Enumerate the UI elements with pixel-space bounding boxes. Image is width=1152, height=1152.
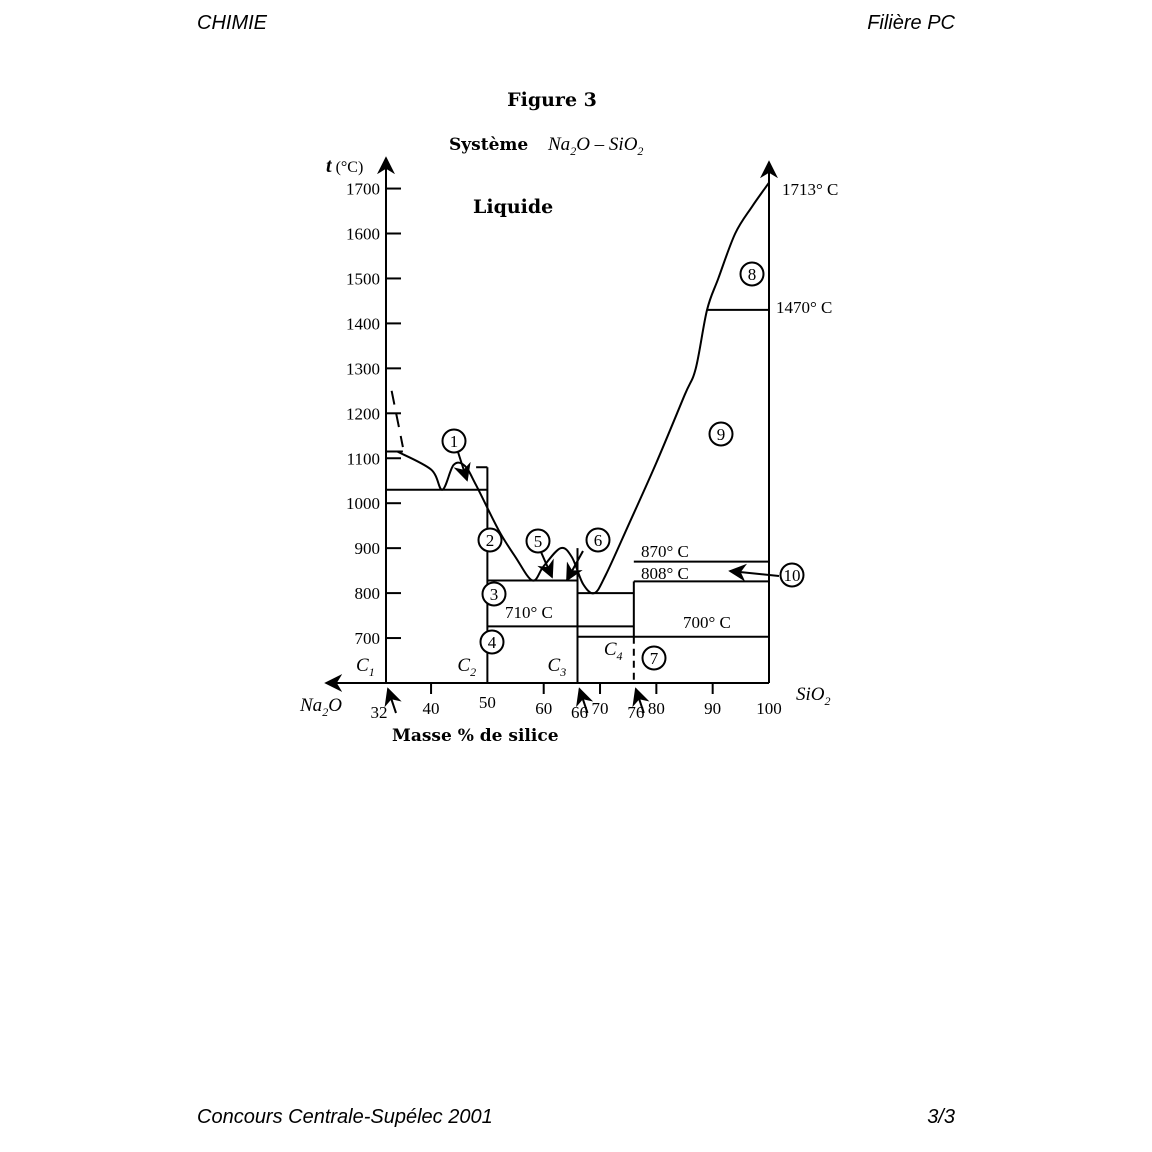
na2o-label: $Na_2O$ (300, 695, 342, 719)
region-number: 9 (716, 425, 726, 444)
composition-arrow (388, 689, 396, 713)
x-tick-label: 100 (756, 699, 782, 718)
region-number: 6 (593, 531, 603, 550)
x-tick-label: 50 (478, 693, 496, 712)
header-left: CHIMIE (197, 12, 267, 34)
y-tick-label: 900 (354, 539, 380, 559)
x-tick-label: 80 (647, 699, 665, 718)
figure-title: Figure 3 (507, 89, 597, 111)
compound-label: $C_2$ (457, 655, 477, 679)
compound-label: $C_3$ (547, 655, 567, 679)
temperature-label: 1470° C (776, 298, 833, 317)
x-tick-label: 76 (627, 703, 645, 722)
y-tick-label: 1500 (346, 269, 380, 289)
footer-right: 3/3 (927, 1106, 955, 1128)
x-tick-label: 70 (591, 699, 609, 718)
temperature-label: 1713° C (782, 180, 839, 199)
region-number: 7 (649, 649, 659, 668)
y-tick-label: 1400 (346, 314, 380, 334)
liquidus-dashed (392, 391, 403, 447)
y-tick-label: 1200 (346, 404, 380, 424)
region-pointer-arrow (567, 551, 583, 580)
x-tick-label: 90 (704, 699, 722, 718)
y-tick-label: 800 (354, 584, 380, 604)
temperature-label: 808° C (641, 564, 689, 583)
y-tick-label: 1600 (346, 224, 380, 244)
liquidus-curve (397, 183, 769, 594)
region-number: 8 (747, 265, 757, 284)
region-number: 3 (489, 585, 499, 604)
x-tick-label: 32 (370, 703, 388, 722)
footer-left: Concours Centrale-Supélec 2001 (197, 1106, 493, 1128)
region-number: 5 (533, 532, 543, 551)
y-axis-label: t (°C) (326, 155, 364, 177)
region-number: 1 (449, 432, 459, 451)
sio2-label: SiO$_2$ (796, 684, 831, 708)
x-tick-label: 40 (422, 699, 440, 718)
x-axis-label: Masse % de silice (392, 726, 559, 746)
x-tick-label: 60 (535, 699, 553, 718)
region-number: 4 (487, 633, 497, 652)
y-tick-label: 700 (354, 629, 380, 649)
figure-subtitle-prefix: Système (449, 135, 529, 155)
figure-subtitle-formula: $Na_2O - SiO_2$ (548, 134, 644, 158)
region-number: 2 (485, 531, 495, 550)
compound-label: $C_1$ (356, 655, 375, 679)
x-tick-label: 66 (571, 703, 588, 722)
y-tick-label: 1700 (346, 179, 380, 199)
y-tick-label: 1000 (346, 494, 380, 514)
region-pointer-arrow (541, 552, 552, 577)
region-pointer-arrow (730, 571, 779, 576)
temperature-label: 700° C (683, 613, 731, 632)
phase-labels (356, 180, 838, 679)
temperature-label: 870° C (641, 542, 689, 561)
y-tick-label: 1100 (346, 449, 380, 469)
region-number: 10 (783, 566, 801, 585)
header-right: Filière PC (867, 12, 955, 34)
y-tick-label: 1300 (346, 359, 380, 379)
liquide-label: Liquide (473, 196, 554, 218)
temperature-label: 710° C (505, 603, 553, 622)
compound-label: $C_4$ (603, 639, 623, 663)
